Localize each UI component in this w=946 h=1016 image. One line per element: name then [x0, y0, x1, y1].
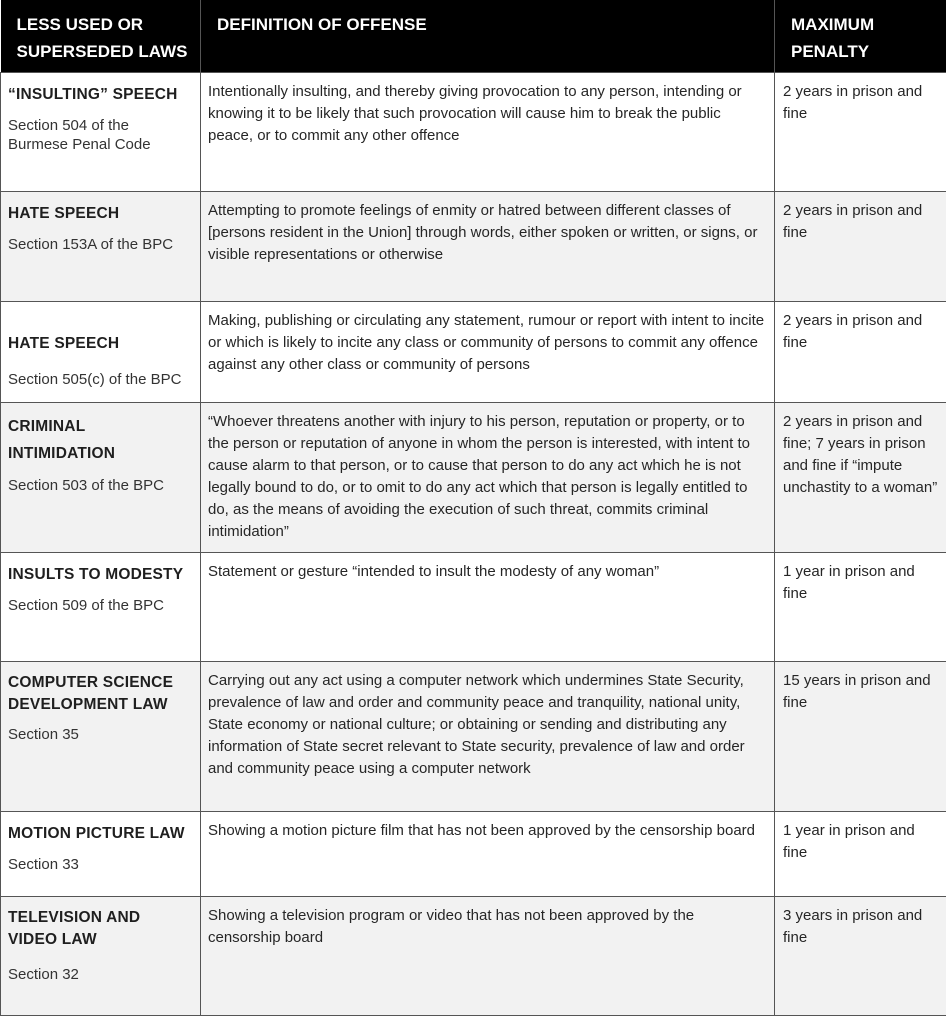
law-cell [1, 553, 201, 662]
law-cell [1, 403, 201, 553]
definition-cell: “Whoever threatens another with injury to his person, reputation or property, or to the person or reputation of anyone in whom the person is interested, with intent to cause alarm to that person, or to cause that person to do any act which he is not legally bound to do, or to omit to do any act which that person is legally entitled to do, as the means of avoiding the execution of such threat, commits criminal intimidation” [201, 403, 775, 553]
definition-cell: Making, publishing or circulating any statement, rumour or report with intent to incite or which is likely to incite any class or community of persons to commit any offence against any other class or community of persons [201, 302, 775, 403]
law-title: TELEVISION AND VIDEO LAW [8, 905, 193, 951]
law-cell [1, 192, 201, 302]
table-row [1, 302, 946, 403]
law-title: HATE SPEECH [8, 330, 193, 356]
header-penalty-line1: MAXIMUM [791, 15, 874, 34]
law-cell [1, 812, 201, 897]
header-definition: DEFINITION OF OFFENSE [201, 0, 775, 73]
table-row [1, 192, 946, 302]
law-title: HATE SPEECH [8, 200, 193, 226]
law-title: INSULTS TO MODESTY [8, 561, 193, 587]
header-penalty-line2: PENALTY [791, 42, 869, 61]
header-law-line1: LESS USED OR [17, 15, 144, 34]
definition-cell: Intentionally insulting, and thereby giving provocation to any person, intending or knowing it to be likely that such provocation will cause him to break the public peace, or to commit any other offence [201, 73, 775, 192]
table-row [1, 403, 946, 553]
penalty-cell: 2 years in prison and fine; 7 years in prison and fine if “impute unchastity to a woman” [775, 403, 946, 553]
law-section: Section 505(c) of the BPC [8, 370, 193, 389]
law-section: Section 153A of the BPC [8, 235, 193, 254]
penalty-cell: 1 year in prison and fine [775, 812, 946, 897]
header-law-line2: SUPERSEDED LAWS [17, 42, 188, 61]
table-row [1, 73, 946, 192]
law-cell [1, 662, 201, 812]
header-law [1, 0, 201, 73]
law-cell [1, 73, 201, 192]
table-row [1, 662, 946, 812]
law-title: “INSULTING” SPEECH [8, 81, 193, 107]
law-section: Section 33 [8, 855, 193, 874]
header-penalty [775, 0, 946, 73]
penalty-cell: 2 years in prison and fine [775, 73, 946, 192]
definition-cell: Carrying out any act using a computer network which undermines State Security, prevalence of law and order and community peace and tranquility, national unity, State economy or national culture; or obtaining or sending and distributing any information of State secret relevant to State security, prevalence of law and order and community peace using a computer network [201, 662, 775, 812]
law-title: MOTION PICTURE LAW [8, 820, 193, 846]
definition-cell: Showing a motion picture film that has not been approved by the censorship board [201, 812, 775, 897]
penalty-cell: 1 year in prison and fine [775, 553, 946, 662]
penalty-cell: 2 years in prison and fine [775, 302, 946, 403]
table-row [1, 553, 946, 662]
penalty-cell: 15 years in prison and fine [775, 662, 946, 812]
definition-cell: Statement or gesture “intended to insult the modesty of any woman” [201, 553, 775, 662]
definition-cell: Showing a television program or video that has not been approved by the censorship board [201, 897, 775, 1016]
definition-cell: Attempting to promote feelings of enmity or hatred between different classes of [persons resident in the Union] through words, either spoken or written, or signs, or visible representations or otherwise [201, 192, 775, 302]
law-title: COMPUTER SCIENCE DEVELOPMENT LAW [8, 670, 193, 716]
law-section: Section 35 [8, 725, 193, 744]
header-row [1, 0, 946, 73]
law-section: Section 509 of the BPC [8, 596, 193, 615]
penalty-cell: 3 years in prison and fine [775, 897, 946, 1016]
law-section: Section 503 of the BPC [8, 476, 193, 495]
penalty-cell: 2 years in prison and fine [775, 192, 946, 302]
law-title: CRIMINAL INTIMIDATION [8, 411, 193, 467]
law-cell [1, 302, 201, 403]
law-section: Section 504 of the Burmese Penal Code [8, 116, 193, 154]
law-section: Section 32 [8, 965, 193, 984]
table-row [1, 812, 946, 897]
